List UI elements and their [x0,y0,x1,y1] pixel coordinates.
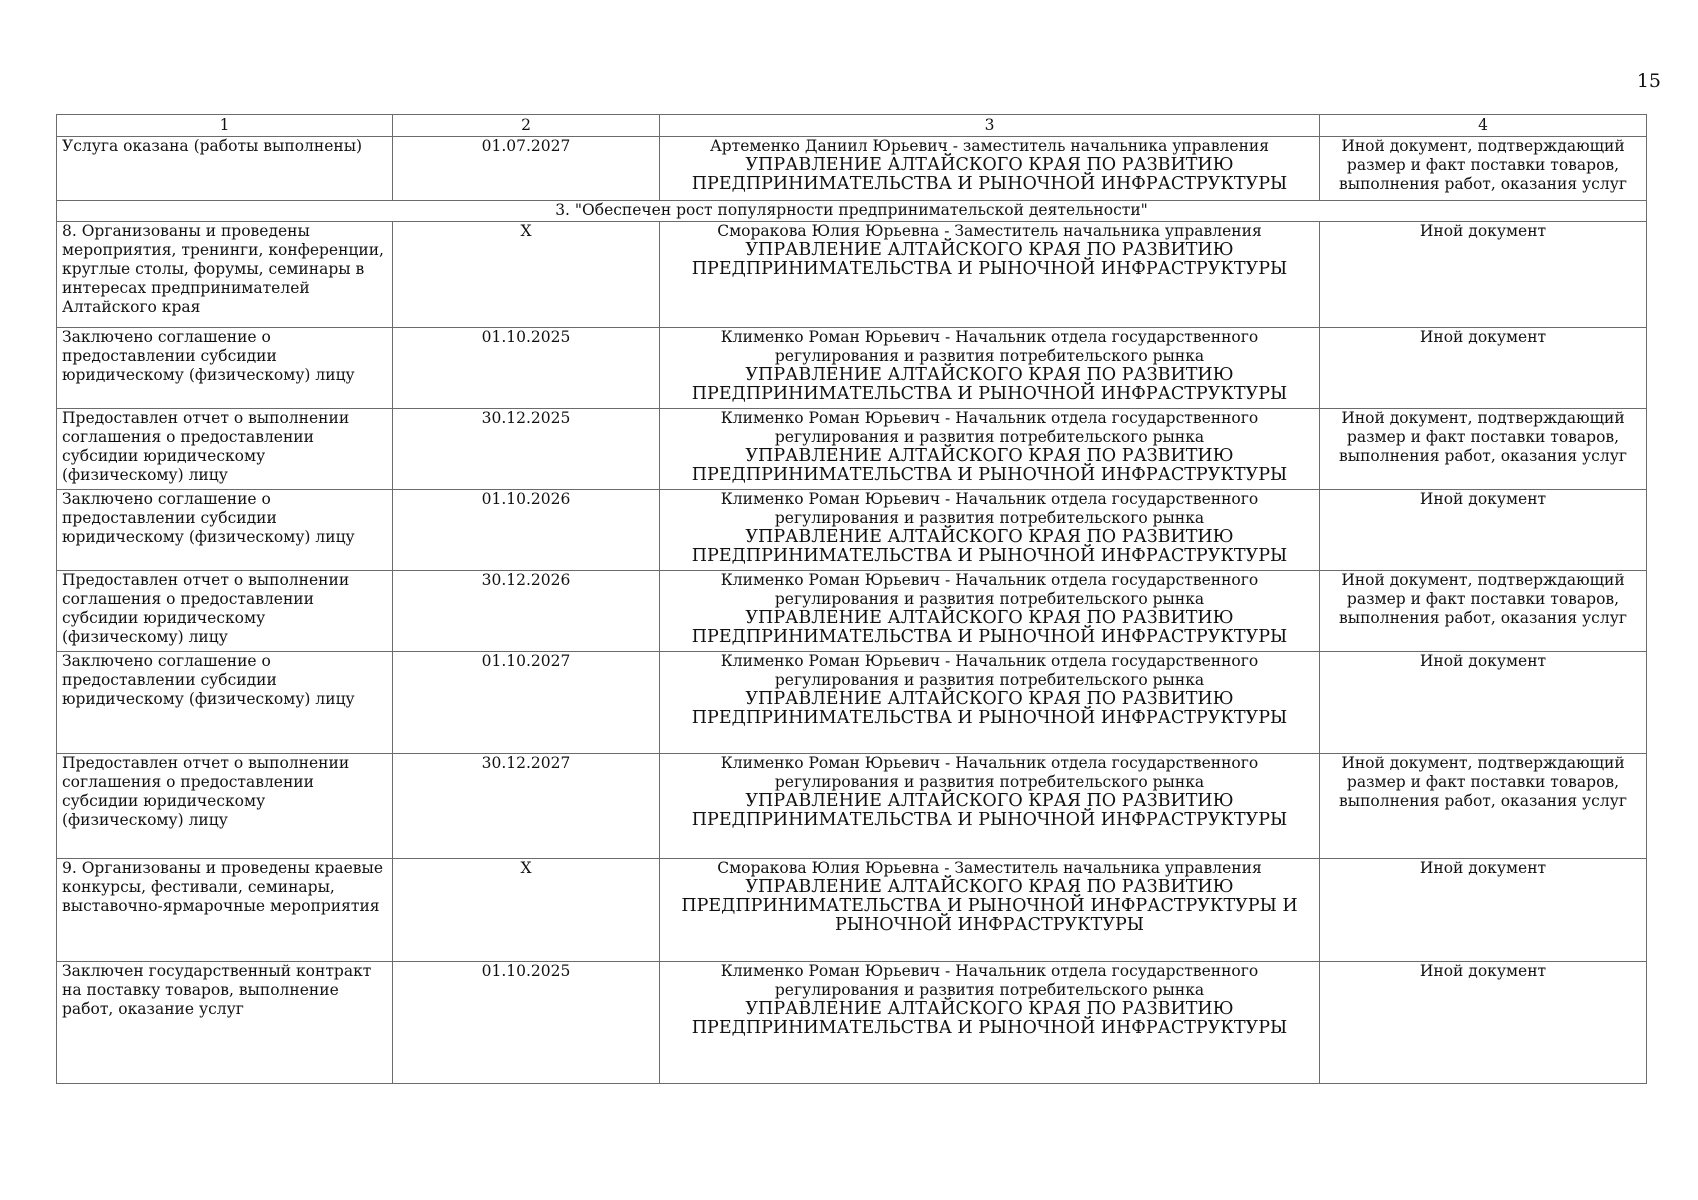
responsible-cell [660,652,1320,754]
responsible-cell [660,328,1320,409]
responsible-org: УПРАВЛЕНИЕ АЛТАЙСКОГО КРАЯ ПО РАЗВИТИЮ ПРЕДПРИНИМАТЕЛЬСТВА И РЫНОЧНОЙ ИНФРАСТРУКТУРЫ [691,365,1288,404]
document-cell: Иной документ, подтверждающий размер и факт поставки товаров, выполнения работ, оказания услуг [1320,137,1647,201]
date-cell: 30.12.2026 [393,571,660,652]
responsible-person: Сморакова Юлия Юрьевна - Заместитель начальника управления [717,222,1262,240]
document-cell: Иной документ [1320,652,1647,754]
responsible-org: УПРАВЛЕНИЕ АЛТАЙСКОГО КРАЯ ПО РАЗВИТИЮ ПРЕДПРИНИМАТЕЛЬСТВА И РЫНОЧНОЙ ИНФРАСТРУКТУРЫ [691,999,1288,1038]
event-cell: Предоставлен отчет о выполнении соглашения о предоставлении субсидии юридическому (физическому) лицу [57,571,393,652]
date-cell: 01.10.2027 [393,652,660,754]
responsible-person: Сморакова Юлия Юрьевна - Заместитель начальника управления [717,859,1262,877]
plan-table [56,114,1647,1084]
table-row [57,571,1647,652]
event-cell: 9. Организованы и проведены краевые конкурсы, фестивали, семинары, выставочно-ярмарочные мероприятия [57,859,393,962]
table-row [57,409,1647,490]
responsible-org: УПРАВЛЕНИЕ АЛТАЙСКОГО КРАЯ ПО РАЗВИТИЮ ПРЕДПРИНИМАТЕЛЬСТВА И РЫНОЧНОЙ ИНФРАСТРУКТУРЫ [691,689,1288,728]
document-cell: Иной документ, подтверждающий размер и факт поставки товаров, выполнения работ, оказания услуг [1320,571,1647,652]
table-row [57,222,1647,328]
event-cell: Предоставлен отчет о выполнении соглашения о предоставлении субсидии юридическому (физическому) лицу [57,409,393,490]
responsible-person: Клименко Роман Юрьевич - Начальник отдела государственного регулирования и развития потребительского рынка [720,754,1259,791]
responsible-org: УПРАВЛЕНИЕ АЛТАЙСКОГО КРАЯ ПО РАЗВИТИЮ ПРЕДПРИНИМАТЕЛЬСТВА И РЫНОЧНОЙ ИНФРАСТРУКТУРЫ [691,791,1288,830]
header-cell-4: 4 [1320,115,1647,137]
responsible-person: Клименко Роман Юрьевич - Начальник отдела государственного регулирования и развития потребительского рынка [720,490,1259,527]
responsible-person: Клименко Роман Юрьевич - Начальник отдела государственного регулирования и развития потребительского рынка [720,962,1259,999]
responsible-cell [660,222,1320,328]
event-cell: Заключено соглашение о предоставлении субсидии юридическому (физическому) лицу [57,490,393,571]
responsible-person: Клименко Роман Юрьевич - Начальник отдела государственного регулирования и развития потребительского рынка [720,652,1259,689]
responsible-cell [660,754,1320,859]
responsible-cell [660,490,1320,571]
section-title: 3. "Обеспечен рост популярности предпринимательской деятельности" [57,201,1647,222]
table-row [57,328,1647,409]
date-cell: X [393,222,660,328]
date-cell: 01.10.2026 [393,490,660,571]
header-cell-2: 2 [393,115,660,137]
table-row [57,652,1647,754]
date-cell: 30.12.2027 [393,754,660,859]
responsible-person: Клименко Роман Юрьевич - Начальник отдела государственного регулирования и развития потребительского рынка [720,328,1259,365]
header-cell-1: 1 [57,115,393,137]
document-cell: Иной документ [1320,328,1647,409]
responsible-org: УПРАВЛЕНИЕ АЛТАЙСКОГО КРАЯ ПО РАЗВИТИЮ ПРЕДПРИНИМАТЕЛЬСТВА И РЫНОЧНОЙ ИНФРАСТРУКТУРЫ [691,240,1288,279]
responsible-org: УПРАВЛЕНИЕ АЛТАЙСКОГО КРАЯ ПО РАЗВИТИЮ ПРЕДПРИНИМАТЕЛЬСТВА И РЫНОЧНОЙ ИНФРАСТРУКТУРЫ [691,527,1288,566]
date-cell: 01.07.2027 [393,137,660,201]
table-row [57,490,1647,571]
event-cell: 8. Организованы и проведены мероприятия, тренинги, конференции, круглые столы, форумы, семинары в интересах предпринимателей Алтайского края [57,222,393,328]
table-header-row [57,115,1647,137]
responsible-cell [660,137,1320,201]
date-cell: 01.10.2025 [393,962,660,1084]
date-cell: X [393,859,660,962]
responsible-org: УПРАВЛЕНИЕ АЛТАЙСКОГО КРАЯ ПО РАЗВИТИЮ ПРЕДПРИНИМАТЕЛЬСТВА И РЫНОЧНОЙ ИНФРАСТРУКТУРЫ [691,608,1288,647]
table-row [57,754,1647,859]
responsible-org: УПРАВЛЕНИЕ АЛТАЙСКОГО КРАЯ ПО РАЗВИТИЮ ПРЕДПРИНИМАТЕЛЬСТВА И РЫНОЧНОЙ ИНФРАСТРУКТУРЫ [691,446,1288,485]
section-row [57,201,1647,222]
date-cell: 01.10.2025 [393,328,660,409]
document-cell: Иной документ, подтверждающий размер и факт поставки товаров, выполнения работ, оказания услуг [1320,754,1647,859]
responsible-cell [660,859,1320,962]
document-cell: Иной документ [1320,222,1647,328]
responsible-person: Клименко Роман Юрьевич - Начальник отдела государственного регулирования и развития потребительского рынка [720,571,1259,608]
date-cell: 30.12.2025 [393,409,660,490]
responsible-org: УПРАВЛЕНИЕ АЛТАЙСКОГО КРАЯ ПО РАЗВИТИЮ ПРЕДПРИНИМАТЕЛЬСТВА И РЫНОЧНОЙ ИНФРАСТРУКТУРЫ [691,155,1288,194]
responsible-cell [660,962,1320,1084]
document-cell: Иной документ [1320,962,1647,1084]
responsible-cell [660,409,1320,490]
responsible-person: Артеменко Даниил Юрьевич - заместитель начальника управления [709,137,1270,155]
responsible-org: УПРАВЛЕНИЕ АЛТАЙСКОГО КРАЯ ПО РАЗВИТИЮ ПРЕДПРИНИМАТЕЛЬСТВА И РЫНОЧНОЙ ИНФРАСТРУКТУРЫ И РЫНОЧНОЙ ИНФРАСТРУКТУРЫ [681,877,1298,935]
document-cell: Иной документ [1320,490,1647,571]
event-cell: Услуга оказана (работы выполнены) [57,137,393,201]
responsible-cell [660,571,1320,652]
header-cell-3: 3 [660,115,1320,137]
event-cell: Заключено соглашение о предоставлении субсидии юридическому (физическому) лицу [57,328,393,409]
responsible-person: Клименко Роман Юрьевич - Начальник отдела государственного регулирования и развития потребительского рынка [720,409,1259,446]
event-cell: Предоставлен отчет о выполнении соглашения о предоставлении субсидии юридическому (физическому) лицу [57,754,393,859]
event-cell: Заключен государственный контракт на поставку товаров, выполнение работ, оказание услуг [57,962,393,1084]
table-row [57,962,1647,1084]
table-row [57,137,1647,201]
document-cell: Иной документ [1320,859,1647,962]
page-number: 15 [1636,70,1661,92]
document-cell: Иной документ, подтверждающий размер и факт поставки товаров, выполнения работ, оказания услуг [1320,409,1647,490]
table-row [57,859,1647,962]
event-cell: Заключено соглашение о предоставлении субсидии юридическому (физическому) лицу [57,652,393,754]
